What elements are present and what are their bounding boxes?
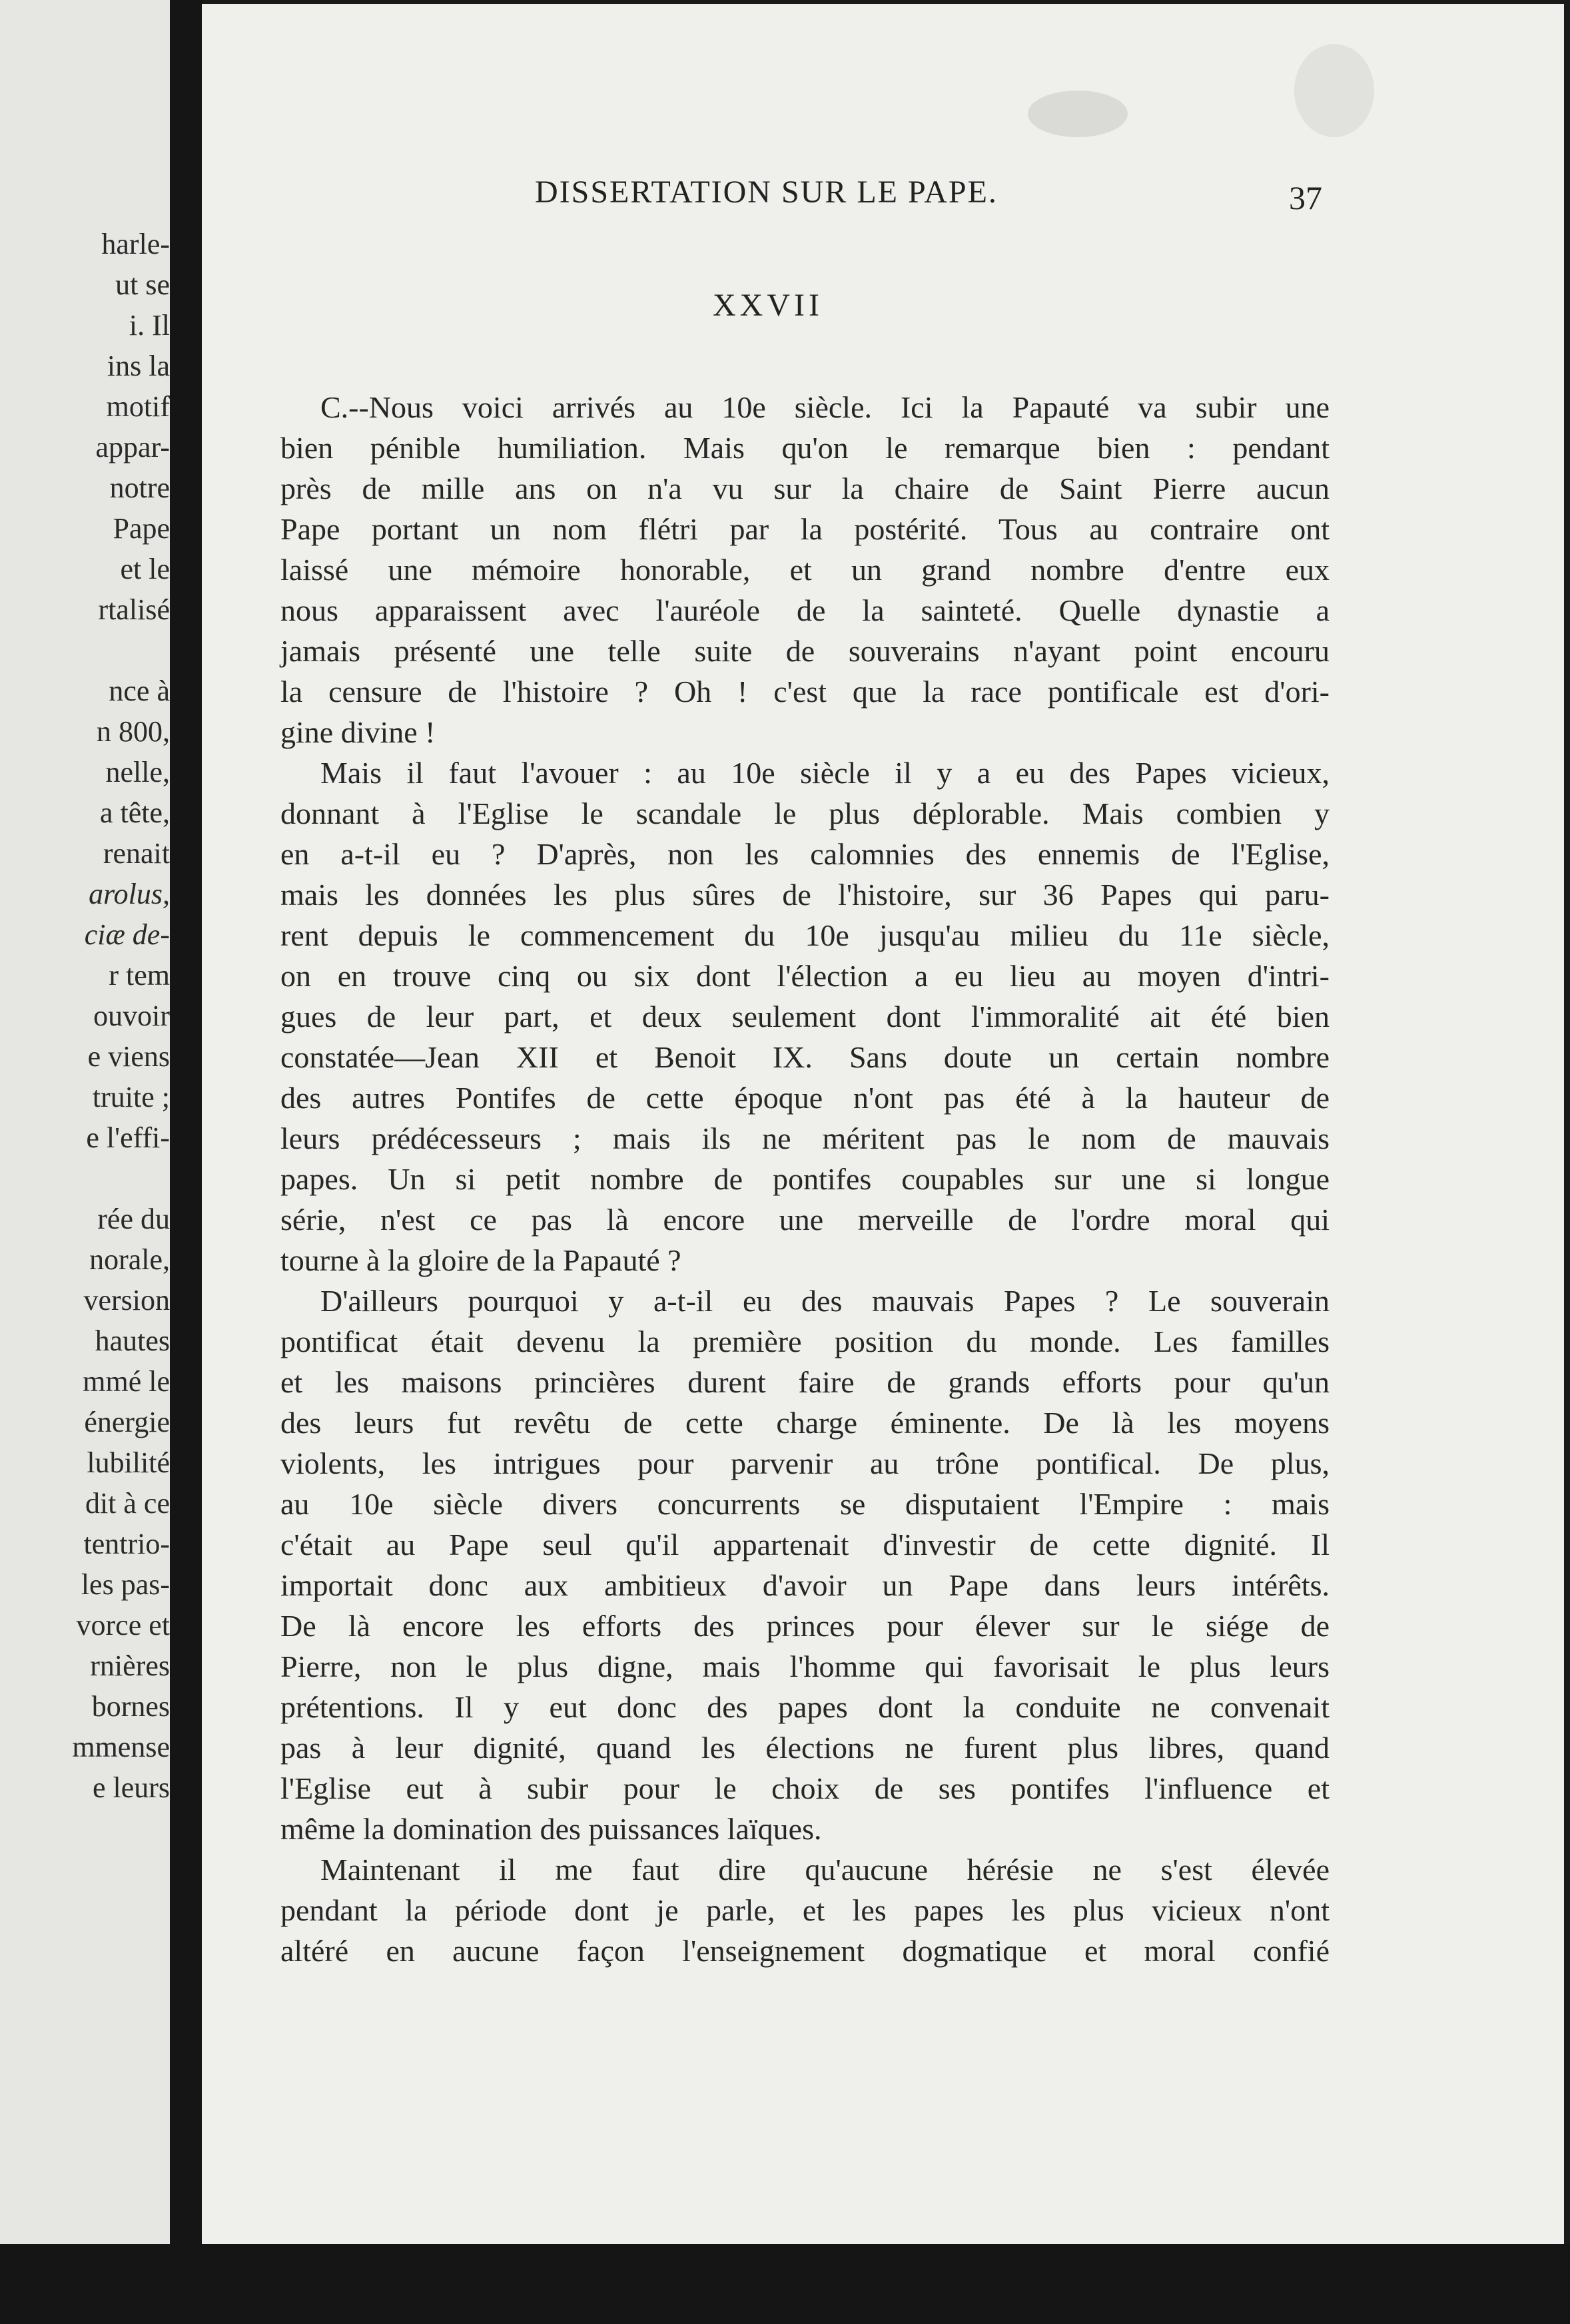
text-line: la censure de l'histoire ? Oh ! c'est que la race pontificale est d'ori- [280, 675, 1330, 709]
body-text [280, 387, 1330, 1971]
text-line: prétentions. Il y eut donc des papes dont la conduite ne convenait [280, 1690, 1330, 1724]
text-line: mais les données les plus sûres de l'histoire, sur 36 Papes qui paru- [280, 878, 1330, 912]
text-line: C.--Nous voici arrivés au 10e siècle. Ici la Papauté va subir une [320, 390, 1330, 424]
text-line: laissé une mémoire honorable, et un grand nombre d'entre eux [280, 553, 1330, 587]
left-page-fragment: renait [103, 837, 170, 870]
paper-stain [1028, 91, 1128, 137]
text-line: constatée—Jean XII et Benoit IX. Sans doute un certain nombre [280, 1040, 1330, 1074]
left-page-fragment: les pas- [81, 1568, 170, 1601]
left-page-fragment: ouvoir [93, 1000, 170, 1032]
left-page-fragment: motif [106, 390, 170, 423]
text-line: en a-t-il eu ? D'après, non les calomnies des ennemis de l'Eglise, [280, 837, 1330, 871]
text-line: série, n'est ce pas là encore une merveille de l'ordre moral qui [280, 1203, 1330, 1237]
text-line: des leurs fut revêtu de cette charge éminente. De là les moyens [280, 1406, 1330, 1440]
left-page-fragment: Pape [113, 512, 170, 545]
text-line: importait donc aux ambitieux d'avoir un Pape dans leurs intérêts. [280, 1568, 1330, 1602]
text-line: pendant la période dont je parle, et les papes les plus vicieux n'ont [280, 1893, 1330, 1927]
left-page-fragment: rée du [97, 1203, 170, 1235]
left-page-fragment: a tête, [99, 796, 170, 829]
text-line: papes. Un si petit nombre de pontifes coupables sur une si longue [280, 1162, 1330, 1196]
text-line: donnant à l'Eglise le scandale le plus déplorable. Mais combien y [280, 796, 1330, 830]
text-line: altéré en aucune façon l'enseignement dogmatique et moral confié [280, 1934, 1330, 1968]
left-page-fragment: hautes [95, 1324, 170, 1357]
left-page-fragment: rtalisé [98, 593, 170, 626]
main-page [202, 4, 1564, 2244]
scan-bottom-edge [0, 2244, 1570, 2324]
text-line: Pape portant un nom flétri par la postérité. Tous au contraire ont [280, 512, 1330, 546]
running-head: DISSERTATION SUR LE PAPE. [535, 174, 998, 210]
text-line: c'était au Pape seul qu'il appartenait d'investir de cette dignité. Il [280, 1528, 1330, 1562]
text-line: violents, les intrigues pour parvenir au trône pontifical. De plus, [280, 1446, 1330, 1480]
left-page-fragment: ciæ de- [84, 918, 170, 951]
left-page-fragment: version [83, 1284, 170, 1316]
text-line: Mais il faut l'avouer : au 10e siècle il y a eu des Papes vicieux, [320, 756, 1330, 790]
text-line: près de mille ans on n'a vu sur la chaire de Saint Pierre aucun [280, 471, 1330, 505]
page-number: 37 [1289, 179, 1322, 216]
text-line: Pierre, non le plus digne, mais l'homme qui favorisait le plus leurs [280, 1649, 1330, 1683]
text-line: jamais présenté une telle suite de souverains n'ayant point encouru [280, 634, 1330, 668]
text-line: et les maisons princières durent faire de grands efforts pour qu'un [280, 1365, 1330, 1399]
left-page-fragment: e l'effi- [86, 1121, 170, 1154]
section-number: XXVII [713, 288, 823, 323]
book-gutter [170, 0, 202, 2324]
left-page-fragment: ut se [115, 268, 170, 301]
left-page-fragment: dit à ce [85, 1487, 170, 1520]
left-page-fragment: lubilité [87, 1446, 170, 1479]
text-line: au 10e siècle divers concurrents se disputaient l'Empire : mais [280, 1487, 1330, 1521]
paper-stain [1294, 44, 1374, 137]
left-page-fragment: rnières [90, 1649, 170, 1682]
text-line: D'ailleurs pourquoi y a-t-il eu des mauvais Papes ? Le souverain [320, 1284, 1330, 1318]
text-line: même la domination des puissances laïques. [280, 1812, 822, 1846]
text-line: on en trouve cinq ou six dont l'élection a eu lieu au moyen d'intri- [280, 959, 1330, 993]
left-page-fragment: r tem [109, 959, 170, 992]
left-page-fragment: et le [120, 553, 170, 585]
text-line: l'Eglise eut à subir pour le choix de ses pontifes l'influence et [280, 1771, 1330, 1805]
text-line: gues de leur part, et deux seulement dont l'immoralité ait été bien [280, 1000, 1330, 1033]
text-line: gine divine ! [280, 715, 436, 749]
text-line: tourne à la gloire de la Papauté ? [280, 1243, 681, 1277]
left-page-fragment: vorce et [76, 1609, 170, 1641]
left-page-fragment: mmense [72, 1731, 170, 1763]
left-page-fragment: notre [109, 471, 170, 504]
left-page-fragment: bornes [91, 1690, 170, 1723]
left-page-fragment: énergie [84, 1406, 170, 1438]
text-line: pas à leur dignité, quand les élections ne furent plus libres, quand [280, 1731, 1330, 1765]
left-page-fragment: e viens [87, 1040, 170, 1073]
left-page-fragment: truite ; [92, 1081, 170, 1113]
left-page-fragment: harle- [101, 228, 170, 260]
left-page-fragment: norale, [89, 1243, 170, 1276]
left-page-fragment: i. Il [129, 309, 170, 342]
left-page-fragment: n 800, [97, 715, 170, 748]
text-line: rent depuis le commencement du 10e jusqu'au milieu du 11e siècle, [280, 918, 1330, 952]
left-page-fragment: e leurs [92, 1771, 170, 1804]
left-facing-page [0, 0, 170, 2244]
text-line: bien pénible humiliation. Mais qu'on le remarque bien : pendant [280, 431, 1330, 465]
left-page-fragment: ins la [107, 350, 170, 382]
text-line: Maintenant il me faut dire qu'aucune hérésie ne s'est élevée [320, 1853, 1330, 1887]
left-page-fragment: tentrio- [83, 1528, 170, 1560]
text-line: des autres Pontifes de cette époque n'ont pas été à la hauteur de [280, 1081, 1330, 1115]
text-line: De là encore les efforts des princes pour élever sur le siége de [280, 1609, 1330, 1643]
left-page-fragment: mmé le [83, 1365, 170, 1398]
left-page-fragment: nelle, [105, 756, 170, 788]
text-line: pontificat était devenu la première position du monde. Les familles [280, 1324, 1330, 1358]
left-page-fragment: arolus, [89, 878, 170, 910]
text-line: nous apparaissent avec l'auréole de la sainteté. Quelle dynastie a [280, 593, 1330, 627]
left-page-fragment: nce à [109, 675, 170, 707]
left-page-fragment: appar- [95, 431, 170, 463]
text-line: leurs prédécesseurs ; mais ils ne méritent pas le nom de mauvais [280, 1121, 1330, 1155]
